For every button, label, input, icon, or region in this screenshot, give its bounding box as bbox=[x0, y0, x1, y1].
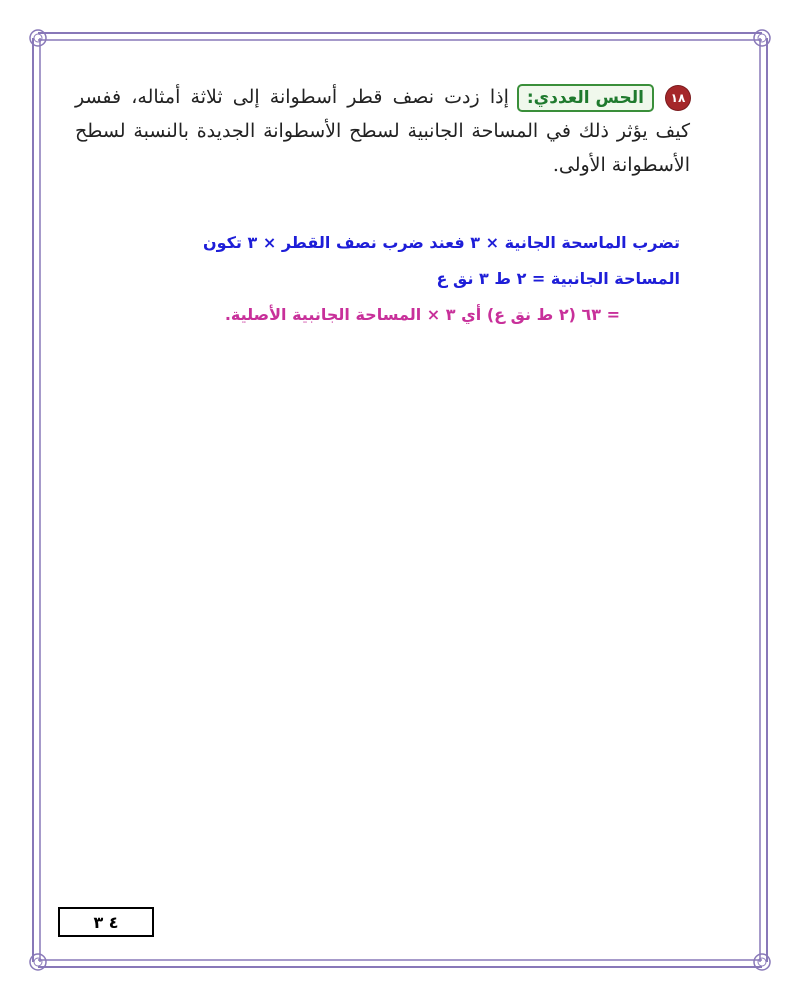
answer-line-3: = ٦٣ (٢ ط نق ع) أي ٣ × المساحة الجانبية الأصلية. bbox=[224, 305, 620, 324]
answer-block bbox=[120, 225, 680, 333]
answer-line-2: المساحة الجانبية = ٢ ط ٣ نق ع bbox=[436, 269, 680, 288]
answer-line-1: تضرب الماسحة الجانية × ٣ فعند ضرب نصف القطر × ٣ تكون bbox=[202, 233, 680, 252]
page-number: ٤ ٣ bbox=[93, 912, 119, 932]
problem-number-badge: ١٨ bbox=[666, 86, 690, 110]
problem-block bbox=[75, 80, 690, 182]
problem-text: إذا زدت نصف قطر أسطوانة إلى ثلاثة أمثاله، ففسر كيف يؤثر ذلك في المساحة الجانبية لسطح الأسطوانة الجديدة بالنسبة لسطح الأسطوانة الأولى. bbox=[75, 86, 690, 176]
problem-statement bbox=[75, 80, 690, 182]
problem-label: الحس العددي: bbox=[517, 84, 654, 112]
page-number-box bbox=[58, 907, 154, 937]
